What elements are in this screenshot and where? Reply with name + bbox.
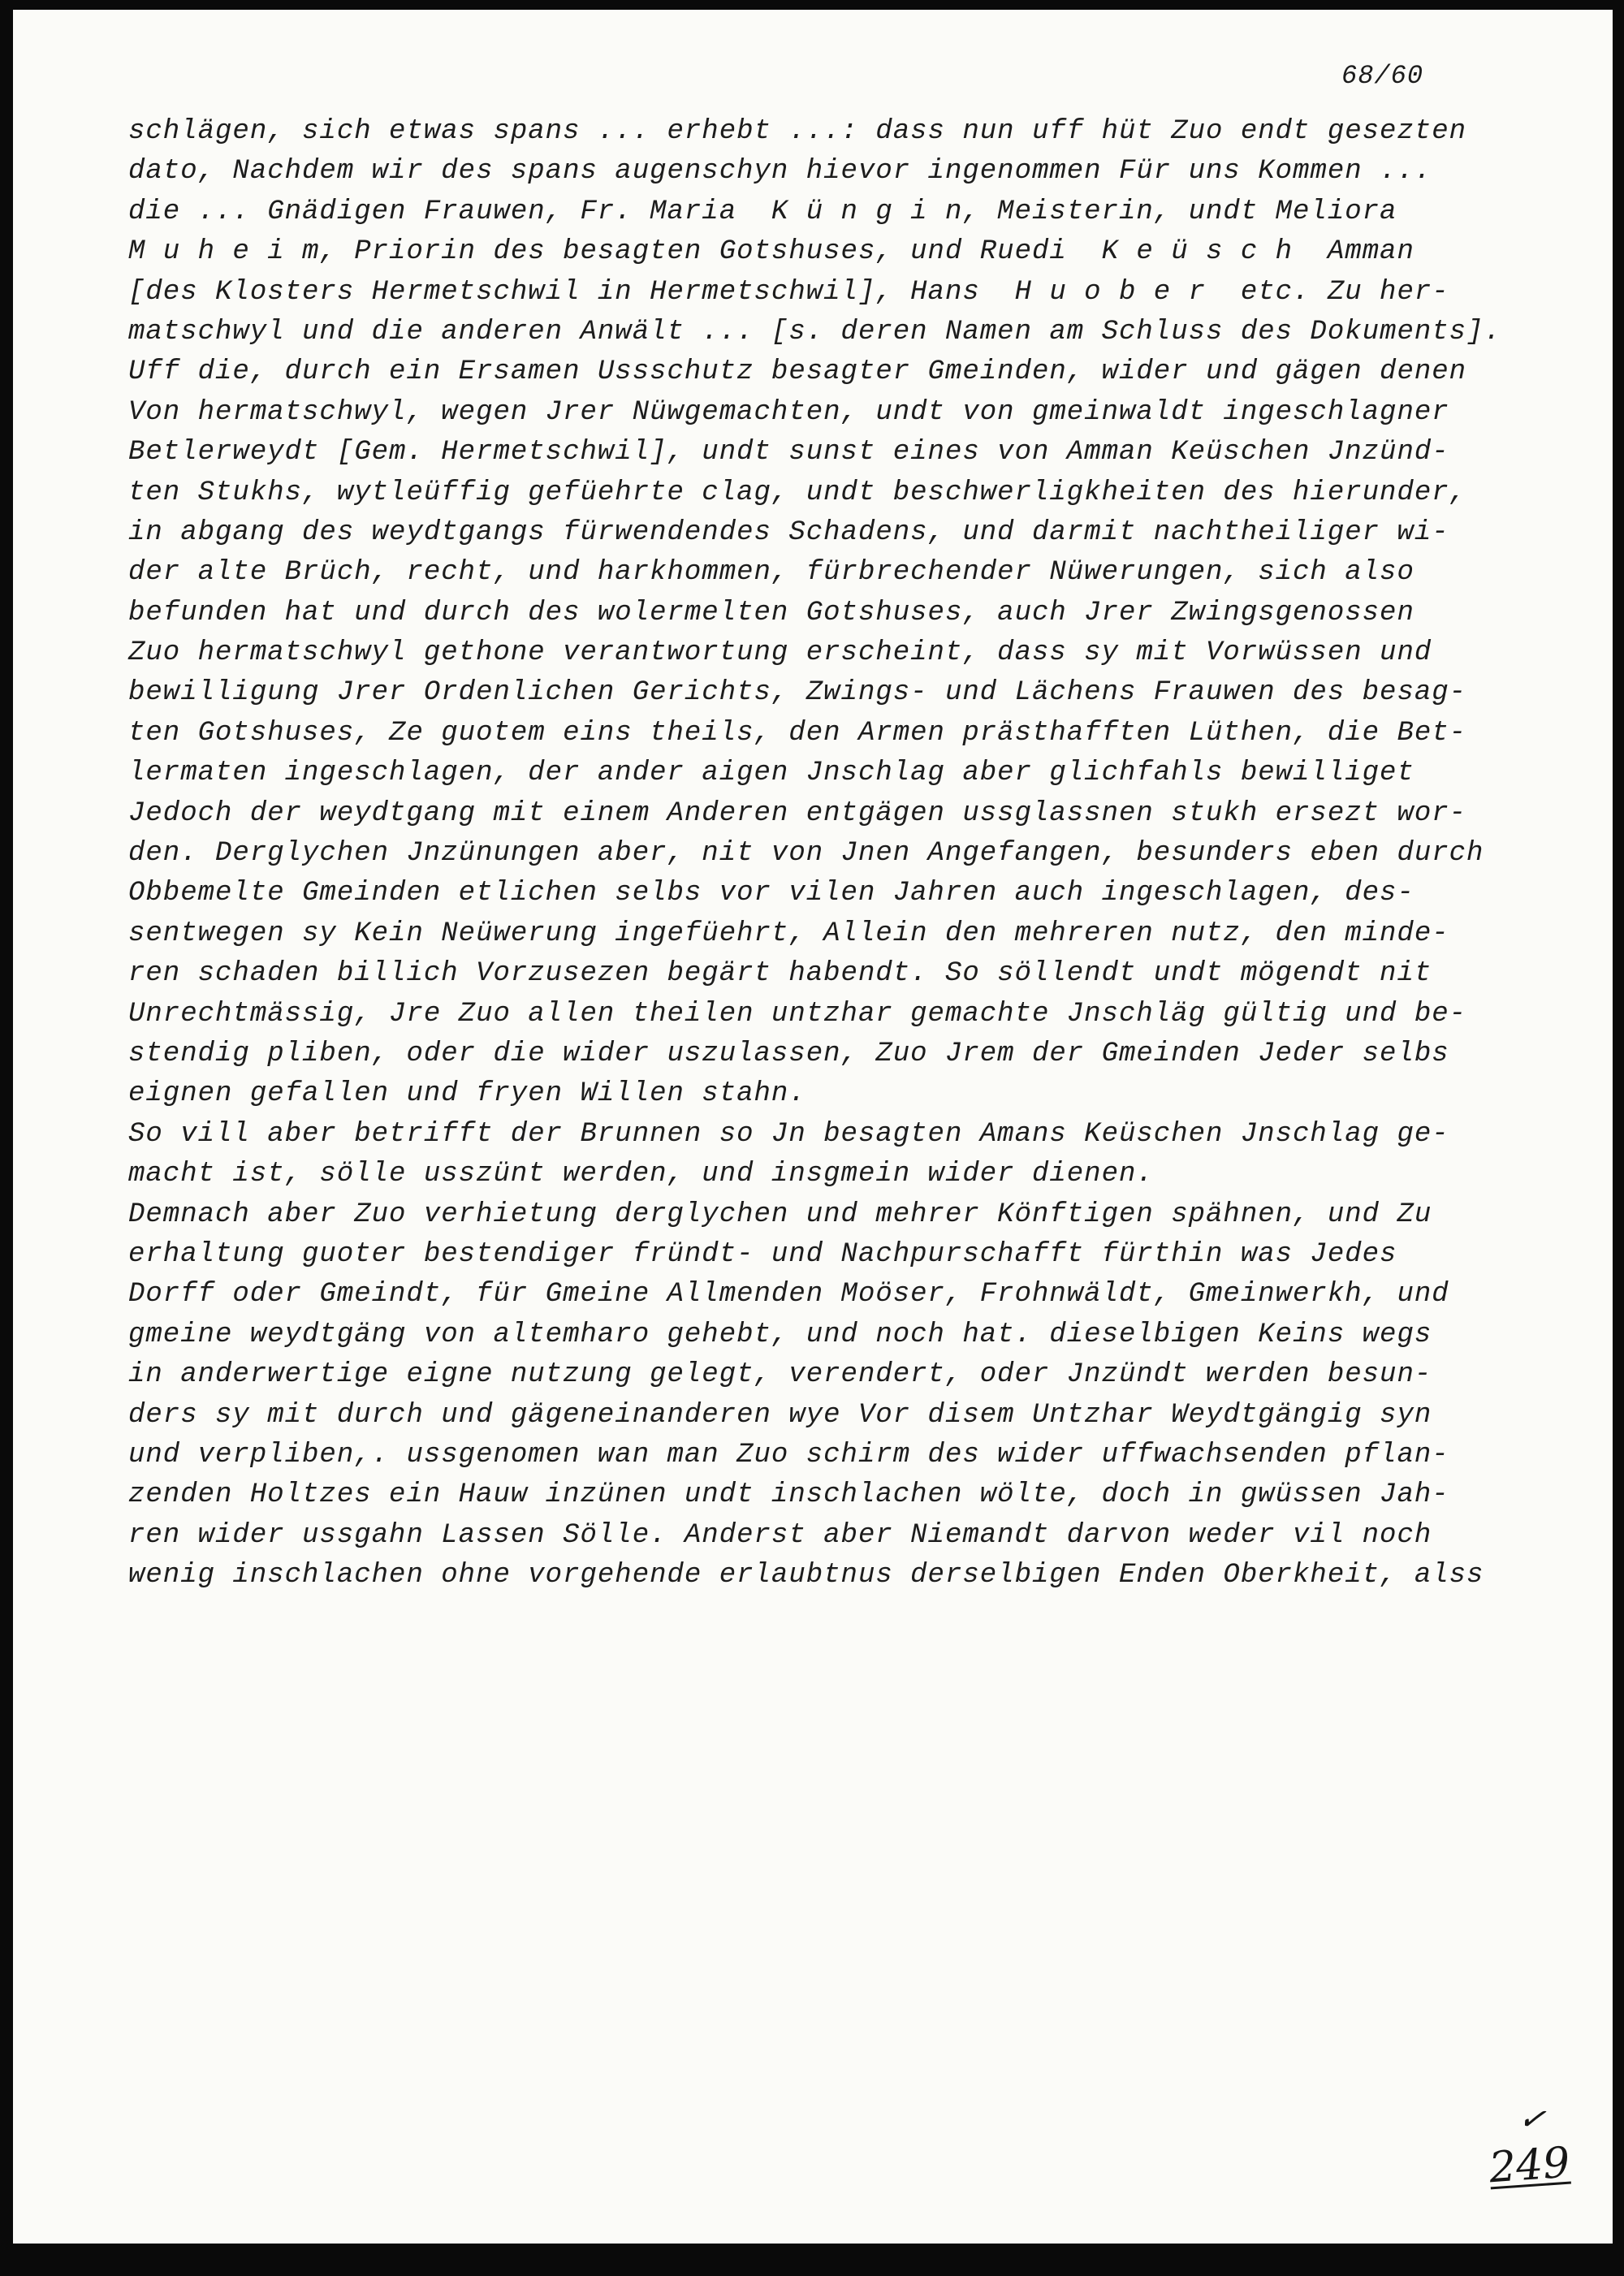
document-line: Jedoch der weydtgang mit einem Anderen entgägen ussglassnen stukh ersezt wor- xyxy=(128,797,1467,829)
document-line: ten Gotshuses, Ze guotem eins theils, den Armen prästhafften Lüthen, die Bet- xyxy=(128,717,1467,749)
document-line: Von hermatschwyl, wegen Jrer Nüwgemachten, undt von gmeinwaldt ingeschlagner xyxy=(128,396,1449,428)
document-line: bewilligung Jrer Ordenlichen Gerichts, Zwings- und Lächens Frauwen des besag- xyxy=(128,677,1467,709)
document-line: eignen gefallen und fryen Willen stahn. xyxy=(128,1078,806,1110)
document-line: ren wider ussgahn Lassen Sölle. Anderst aber Niemandt darvon weder vil noch xyxy=(128,1519,1432,1551)
document-line: Uff die, durch ein Ersamen Ussschutz besagter Gmeinden, wider und gägen denen xyxy=(128,356,1467,388)
document-line: und verpliben,. ussgenomen wan man Zuo schirm des wider uffwachsenden pflan- xyxy=(128,1439,1449,1471)
document-line: [des Klosters Hermetschwil in Hermetschwil], Hans H u o b e r etc. Zu her- xyxy=(128,276,1449,308)
document-line: zenden Holtzes ein Hauw inzünen undt inschlachen wölte, doch in gwüssen Jah- xyxy=(128,1479,1449,1511)
document-line: sentwegen sy Kein Neüwerung ingefüehrt, Allein den mehreren nutz, den minde- xyxy=(128,918,1449,949)
text-block xyxy=(128,112,1541,1596)
document-line: ren schaden billich Vorzusezen begärt habendt. So söllendt undt mögendt nit xyxy=(128,958,1432,990)
document-line: schlägen, sich etwas spans ... erhebt ...: dass nun uff hüt Zuo endt gesezten xyxy=(128,116,1467,147)
document-line: erhaltung guoter bestendiger fründt- und Nachpurschafft fürthin was Jedes xyxy=(128,1238,1397,1270)
document-line: M u h e i m, Priorin des besagten Gotshuses, und Ruedi K e ü s c h Amman xyxy=(128,236,1415,268)
document-line: ders sy mit durch und gägeneinanderen wye Vor disem Untzhar Weydtgängig syn xyxy=(128,1399,1432,1431)
checkmark-annotation: ✓ xyxy=(1515,2098,1548,2140)
document-line: Zuo hermatschwyl gethone verantwortung erscheint, dass sy mit Vorwüssen und xyxy=(128,637,1432,669)
document-line: in anderwertige eigne nutzung gelegt, verendert, oder Jnzündt werden besun- xyxy=(128,1359,1432,1391)
document-line: dato, Nachdem wir des spans augenschyn hievor ingenommen Für uns Kommen ... xyxy=(128,156,1432,188)
document-line: macht ist, sölle usszünt werden, und insgmein wider dienen. xyxy=(128,1159,1154,1190)
document-line: befunden hat und durch des wolermelten Gotshuses, auch Jrer Zwingsgenossen xyxy=(128,597,1415,628)
document-line: den. Derglychen Jnzünungen aber, nit von Jnen Angefangen, besunders eben durch xyxy=(128,838,1484,870)
document-line: die ... Gnädigen Frauwen, Fr. Maria K ü n g i n, Meisterin, undt Meliora xyxy=(128,196,1397,227)
document-line: Betlerweydt [Gem. Hermetschwil], undt sunst eines von Amman Keüschen Jnzünd- xyxy=(128,437,1449,469)
document-line: lermaten ingeschlagen, der ander aigen Jnschlag aber glichfahls bewilliget xyxy=(128,758,1415,789)
document-line: Demnach aber Zuo verhietung derglychen und mehrer Könftigen spähnen, und Zu xyxy=(128,1198,1432,1230)
document-line: gmeine weydtgäng von altemharo gehebt, und noch hat. dieselbigen Keins wegs xyxy=(128,1319,1432,1350)
page-number: 68/60 xyxy=(1341,61,1424,91)
document-line: matschwyl und die anderen Anwält ... [s. deren Namen am Schluss des Dokuments]. xyxy=(128,316,1501,348)
document-page xyxy=(13,10,1613,2244)
document-line: der alte Brüch, recht, und harkhommen, fürbrechender Nüwerungen, sich also xyxy=(128,557,1415,589)
document-line: ten Stukhs, wytleüffig gefüehrte clag, undt beschwerligkheiten des hierunder, xyxy=(128,477,1467,508)
document-line: Unrechtmässig, Jre Zuo allen theilen untzhar gemachte Jnschläg gültig und be- xyxy=(128,998,1467,1030)
document-line: So vill aber betrifft der Brunnen so Jn besagten Amans Keüschen Jnschlag ge- xyxy=(128,1118,1449,1150)
document-line: in abgang des weydtgangs fürwendendes Schadens, und darmit nachtheiliger wi- xyxy=(128,516,1449,548)
document-line: Dorff oder Gmeindt, für Gmeine Allmenden Moöser, Frohnwäldt, Gmeinwerkh, und xyxy=(128,1279,1449,1311)
handwritten-page-mark: 249 xyxy=(1488,2138,1572,2193)
document-line: stendig pliben, oder die wider uszulassen, Zuo Jrem der Gmeinden Jeder selbs xyxy=(128,1038,1449,1069)
document-line: Obbemelte Gmeinden etlichen selbs vor vilen Jahren auch ingeschlagen, des- xyxy=(128,878,1415,909)
document-line: wenig inschlachen ohne vorgehende erlaubtnus derselbigen Enden Oberkheit, alss xyxy=(128,1560,1484,1591)
